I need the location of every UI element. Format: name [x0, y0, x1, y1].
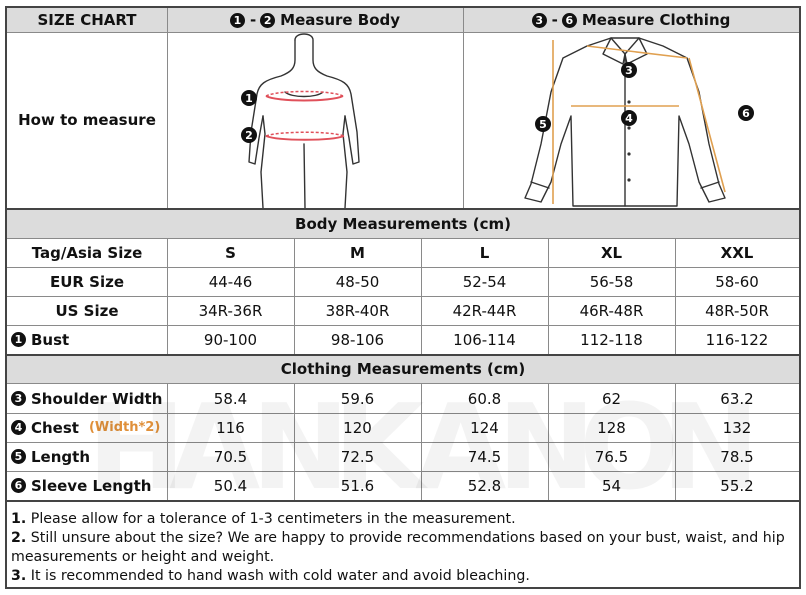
cell-value: 124 [470, 418, 499, 437]
note-text: It is recommended to hand wash with cold water and avoid bleaching. [26, 568, 530, 584]
row-label: US Size [55, 301, 119, 320]
body_rows-row-3-label [7, 325, 167, 354]
grid-vline [167, 8, 168, 208]
clothing_rows-row-0-value-0 [167, 384, 294, 413]
marker-3-icon: 3 [11, 391, 26, 406]
grid-vline [675, 383, 676, 500]
cell-value: 58.4 [213, 389, 248, 408]
body_rows-row-3-value-4 [675, 325, 799, 354]
marker-3: 3 [532, 13, 547, 28]
grid-hline [7, 471, 799, 472]
grid-vline [167, 238, 168, 354]
body_rows-row-3-value-3 [548, 325, 675, 354]
hip-measure-line [266, 136, 344, 140]
clothing_rows-row-3-value-4 [675, 471, 799, 500]
cell-value: 44-46 [208, 272, 253, 291]
cell-value: 112-118 [580, 330, 643, 349]
row-label: Shoulder Width [31, 389, 163, 408]
note-1 [11, 510, 795, 529]
note-text: Still unsure about the size? We are happy to provide recommendations based on your bust, waist, and hip measurements or height and weight. [11, 530, 785, 565]
cell-value: 50.4 [213, 476, 248, 495]
cell-value: 76.5 [594, 447, 629, 466]
body_rows-row-3-value-0 [167, 325, 294, 354]
note-text: Please allow for a tolerance of 1-3 centimeters in the measurement. [26, 511, 516, 527]
body_rows-row-0-value-4 [675, 238, 799, 267]
grid-vline [463, 8, 464, 208]
row-label: Sleeve Length [31, 476, 152, 495]
cell-value: L [479, 243, 490, 262]
body_rows-row-3-value-2 [421, 325, 548, 354]
grid-hline [7, 500, 799, 502]
cell-value: S [225, 243, 236, 262]
body_rows-row-0-value-1 [294, 238, 421, 267]
measure-clothing-title: Measure Clothing [581, 11, 731, 29]
cell-value: M [350, 243, 365, 262]
how-to-measure-label: How to measure [18, 111, 156, 129]
clothing_rows-row-1-value-2 [421, 413, 548, 442]
body_rows-row-1-value-4 [675, 267, 799, 296]
shirt-marker-4: 4 [625, 112, 633, 125]
cell-value: 54 [601, 476, 622, 495]
cell-value: 78.5 [720, 447, 754, 466]
note-2 [11, 529, 795, 567]
shirt-marker-6: 6 [742, 107, 750, 120]
clothing_rows-row-0-value-2 [421, 384, 548, 413]
body_rows-row-1-value-3 [548, 267, 675, 296]
grid-vline [294, 383, 295, 500]
cell-value: 52.8 [467, 476, 502, 495]
clothing_rows-row-2-label [7, 442, 167, 471]
body_rows-row-0-value-3 [548, 238, 675, 267]
cell-value: 55.2 [720, 476, 754, 495]
body-marker-1: 1 [245, 92, 253, 105]
note-3 [11, 567, 795, 586]
cell-value: 60.8 [467, 389, 502, 408]
cell-value: 70.5 [213, 447, 248, 466]
body_rows-row-2-value-1 [294, 296, 421, 325]
shirt-marker-3: 3 [625, 64, 633, 77]
marker-1: 1 [230, 13, 245, 28]
cell-value: 48R-50R [705, 301, 769, 320]
cell-value: 98-106 [330, 330, 385, 349]
row-label: EUR Size [49, 272, 125, 291]
clothing_rows-row-1-value-3 [548, 413, 675, 442]
cell-value: XXL [720, 243, 754, 262]
shirt-diagram [463, 32, 799, 208]
measure-body-header: 1 - 2 Measure Body [167, 8, 463, 32]
body-marker-2: 2 [245, 129, 253, 142]
cell-value: 52-54 [462, 272, 507, 291]
clothing_rows-row-3-label [7, 471, 167, 500]
cell-value: 63.2 [720, 389, 754, 408]
body_rows-row-2-value-4 [675, 296, 799, 325]
body_rows-row-1-label [7, 267, 167, 296]
grid-hline [7, 354, 799, 356]
cell-value: XL [600, 243, 623, 262]
row-label: Chest [31, 418, 79, 437]
clothing_rows-row-2-value-0 [167, 442, 294, 471]
cell-value: 116 [216, 418, 245, 437]
body-figure-illustration [167, 32, 463, 208]
cell-value: 90-100 [203, 330, 258, 349]
body_rows-row-0-value-0 [167, 238, 294, 267]
cell-value: 74.5 [467, 447, 502, 466]
note-number: 3. [11, 568, 27, 584]
body_rows-row-2-value-3 [548, 296, 675, 325]
body_rows-row-1-value-1 [294, 267, 421, 296]
sleeve-measure-line [689, 58, 725, 192]
body_rows-row-2-value-0 [167, 296, 294, 325]
grid-vline [421, 238, 422, 354]
clothing_rows-row-0-value-1 [294, 384, 421, 413]
clothing_rows-row-0-value-4 [675, 384, 799, 413]
grid-vline [421, 383, 422, 500]
body-measurements-header: Body Measurements (cm) [7, 210, 799, 238]
grid-hline [7, 208, 799, 210]
grid-vline [167, 383, 168, 500]
clothing_rows-row-3-value-3 [548, 471, 675, 500]
grid-hline [7, 325, 799, 326]
marker-5-icon: 5 [11, 449, 26, 464]
grid-hline [7, 267, 799, 268]
clothing_rows-row-2-value-2 [421, 442, 548, 471]
clothing_rows-row-0-label [7, 384, 167, 413]
clothing_rows-row-2-value-3 [548, 442, 675, 471]
measure-clothing-header: 3 - 6 Measure Clothing [463, 8, 799, 32]
clothing_rows-row-3-value-1 [294, 471, 421, 500]
width-note: (Width*2) [88, 420, 161, 435]
row-label: Tag/Asia Size [31, 243, 143, 262]
body_rows-row-1-value-0 [167, 267, 294, 296]
note-number: 1. [11, 511, 27, 527]
grid-vline [675, 238, 676, 354]
clothing_rows-row-3-value-2 [421, 471, 548, 500]
marker-2: 2 [260, 13, 275, 28]
cell-value: 128 [597, 418, 626, 437]
clothing_rows-row-3-value-0 [167, 471, 294, 500]
cell-value: 42R-44R [452, 301, 517, 320]
clothing_rows-row-1-value-0 [167, 413, 294, 442]
clothing_rows-row-2-value-4 [675, 442, 799, 471]
marker-6: 6 [562, 13, 577, 28]
cell-value: 38R-40R [325, 301, 390, 320]
row-label: Bust [31, 330, 70, 349]
shirt-marker-5: 5 [539, 118, 547, 131]
grid-hline [7, 238, 799, 239]
notes [11, 510, 795, 586]
cell-value: 116-122 [705, 330, 769, 349]
body_rows-row-2-value-2 [421, 296, 548, 325]
body_rows-row-0-value-2 [421, 238, 548, 267]
grid-hline [7, 413, 799, 414]
body_rows-row-3-value-1 [294, 325, 421, 354]
cell-value: 46R-48R [579, 301, 644, 320]
cell-value: 132 [722, 418, 752, 437]
cell-value: 58-60 [715, 272, 759, 291]
grid-hline [7, 442, 799, 443]
grid-vline [294, 238, 295, 354]
body_rows-row-1-value-2 [421, 267, 548, 296]
grid-hline [7, 32, 799, 33]
cell-value: 72.5 [340, 447, 375, 466]
marker-1-icon: 1 [11, 332, 26, 347]
grid-vline [548, 238, 549, 354]
clothing_rows-row-1-value-4 [675, 413, 799, 442]
clothing_rows-row-1-value-1 [294, 413, 421, 442]
cell-value: 59.6 [340, 389, 375, 408]
clothing_rows-row-1-label [7, 413, 167, 442]
size-chart [5, 6, 801, 589]
cell-value: 48-50 [335, 272, 380, 291]
body_rows-row-2-label [7, 296, 167, 325]
shirt-illustration [463, 32, 799, 208]
cell-value: 56-58 [589, 272, 634, 291]
measure-body-title: Measure Body [280, 11, 401, 29]
clothing_rows-row-0-value-3 [548, 384, 675, 413]
cell-value: 120 [343, 418, 372, 437]
cell-value: 34R-36R [198, 301, 263, 320]
cell-value: 106-114 [453, 330, 516, 349]
size-chart-title: SIZE CHART [7, 8, 167, 32]
grid-hline [7, 296, 799, 297]
cell-value: 51.6 [340, 476, 375, 495]
body_rows-row-0-label [7, 238, 167, 267]
row-label: Length [31, 447, 90, 466]
clothing_rows-row-2-value-1 [294, 442, 421, 471]
marker-6-icon: 6 [11, 478, 26, 493]
cell-value: 62 [601, 389, 622, 408]
note-number: 2. [11, 530, 27, 546]
clothing-measurements-header: Clothing Measurements (cm) [7, 355, 799, 383]
grid-vline [548, 383, 549, 500]
shoulder-measure-line [587, 46, 687, 58]
marker-4-icon: 4 [11, 420, 26, 435]
body-diagram [167, 32, 463, 208]
grid-hline [7, 383, 799, 384]
